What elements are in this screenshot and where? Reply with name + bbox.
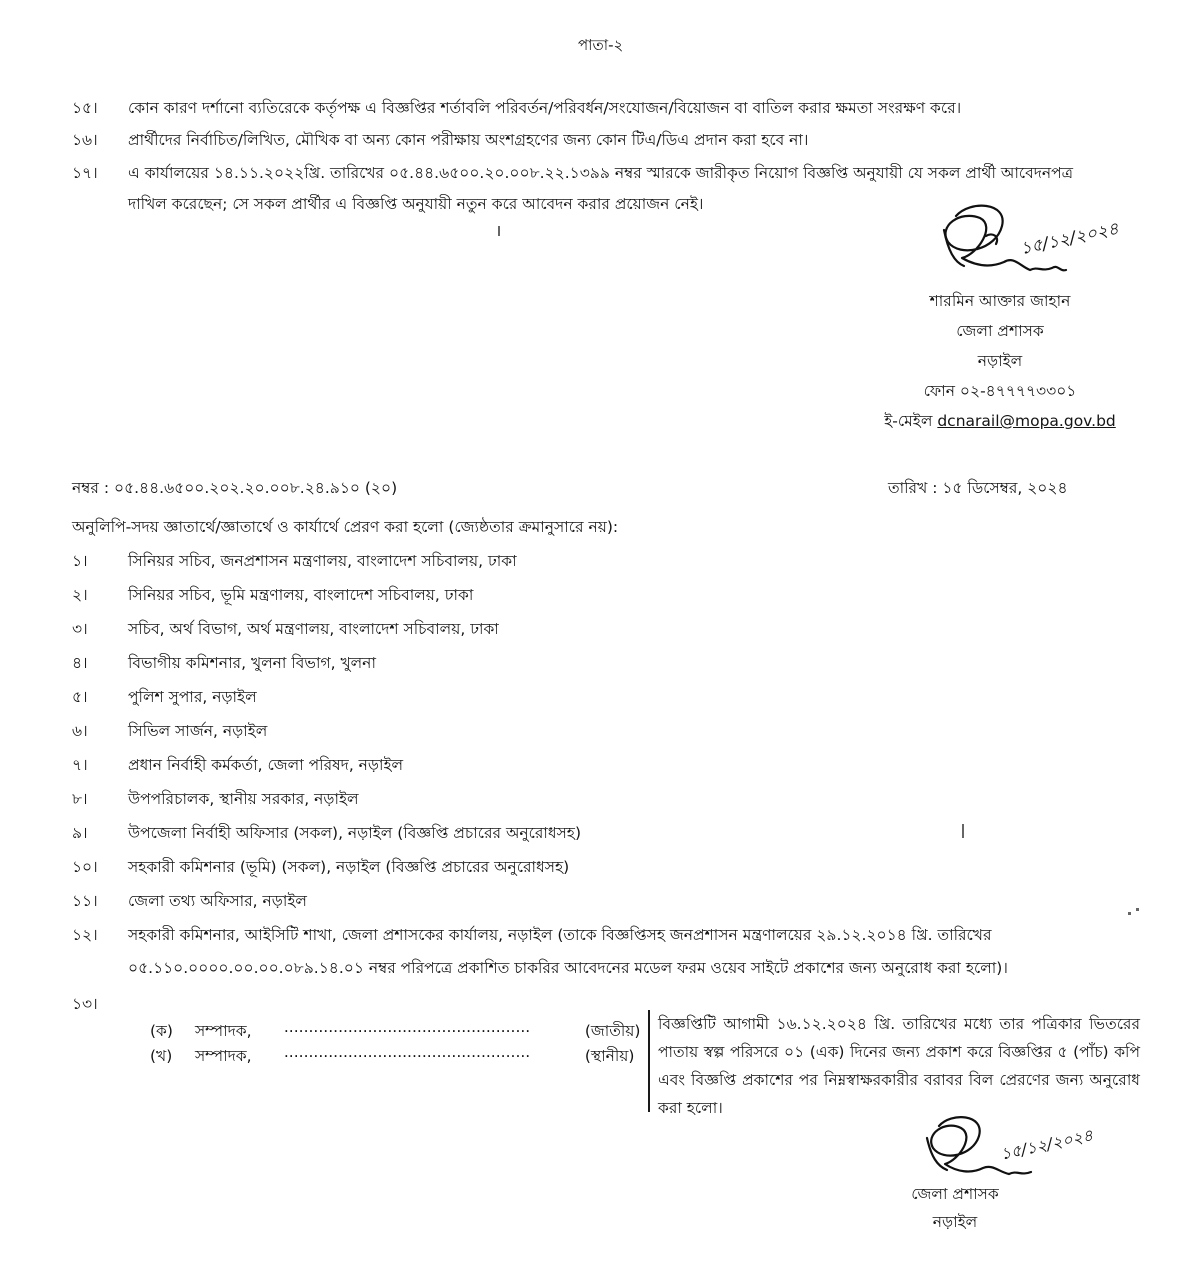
list-item-number: ১।: [72, 552, 88, 570]
list-item: সচিব, অর্থ বিভাগ, অর্থ মন্ত্রণালয়, বাংলাদেশ সচিবালয়, ঢাকা: [128, 620, 499, 638]
email-link[interactable]: dcnarail@mopa.gov.bd: [937, 412, 1116, 430]
list-item: সিনিয়র সচিব, ভূমি মন্ত্রণালয়, বাংলাদেশ সচিবালয়, ঢাকা: [128, 586, 474, 604]
signature-date: ১৫/১২/২০২৪: [1018, 218, 1121, 260]
list-item-line2: ০৫.১১০.০০০০.০০.০০.০৮৯.১৪.০১ নম্বর পরিপত্রে প্রকাশিত চাকরির আবেদনের মডেল ফরম ওয়েব সাইটে প্রকাশের জন্য অনুরোধ করা হলো)।: [128, 959, 1008, 977]
newspaper-type: (স্থানীয়): [584, 1047, 635, 1065]
signatory-email-row: [850, 406, 1150, 436]
newspaper-row-national: [150, 1018, 640, 1045]
newspaper-dots: ..................................................: [283, 1018, 531, 1036]
signatory-designation: জেলা প্রশাসক: [956, 322, 1044, 340]
list-item: পুলিশ সুপার, নড়াইল: [128, 688, 257, 706]
footer-designation: জেলা প্রশাসক: [911, 1185, 999, 1203]
list-item-number: ৮।: [72, 790, 88, 808]
list-item-number: ৬।: [72, 722, 88, 740]
list-item: উপপরিচালক, স্থানীয় সরকার, নড়াইল: [128, 790, 359, 808]
list-item-number: ৯।: [72, 824, 88, 842]
list-item-number: ৩।: [72, 620, 88, 638]
memo-number: নম্বর : ০৫.৪৪.৬৫০০.২০২.২০.০০৮.২৪.৯১০ (২০): [72, 479, 398, 497]
newspaper-label: সম্পাদক,: [194, 1022, 252, 1040]
list-item-number: ৪।: [72, 654, 88, 672]
list-item-number: ১০।: [72, 858, 98, 876]
signatory-phone: ফোন ০২-৪৭৭৭৭৩৩০১: [923, 382, 1077, 400]
newspaper-type: (জাতীয়): [584, 1022, 641, 1040]
copy-heading: অনুলিপি-সদয় জ্ঞাতার্থে/জ্ঞাতার্থে ও কার্যার্থে প্রেরণ করা হলো (জ্যেষ্ঠতার ক্রমানুসারে নয়):: [72, 518, 619, 536]
list-item-number: ১২।: [72, 926, 98, 944]
scan-speck: [962, 824, 964, 838]
condition-number: ১৫।: [72, 99, 98, 117]
list-item: বিভাগীয় কমিশনার, খুলনা বিভাগ, খুলনা: [128, 654, 376, 672]
list-item-number: ১১।: [72, 892, 98, 910]
list-item: সিনিয়র সচিব, জনপ্রশাসন মন্ত্রণালয়, বাংলাদেশ সচিবালয়, ঢাকা: [128, 552, 517, 570]
list-item: প্রধান নির্বাহী কর্মকর্তা, জেলা পরিষদ, নড়াইল: [128, 756, 404, 774]
memo-date: তারিখ : ১৫ ডিসেম্বর, ২০২৪: [888, 479, 1068, 497]
page-number: পাতা-২: [578, 36, 624, 54]
list-item: সহকারী কমিশনার (ভূমি) (সকল), নড়াইল (বিজ্ঞপ্তি প্রচারের অনুরোধসহ): [128, 858, 570, 876]
scan-speck: [498, 226, 500, 236]
scan-speck: [1136, 908, 1139, 911]
list-item-number: ৭।: [72, 756, 88, 774]
signatory-district: নড়াইল: [977, 352, 1023, 370]
newspaper-mark: (ক): [150, 1022, 173, 1040]
footer-district: নড়াইল: [932, 1213, 978, 1231]
signatory-name: শারমিন আক্তার জাহান: [929, 292, 1071, 310]
list-item-number: ৫।: [72, 688, 88, 706]
condition-number: ১৭।: [72, 164, 98, 182]
condition-number: ১৬।: [72, 131, 98, 149]
scan-speck: [1128, 912, 1131, 915]
list-item-number: ২।: [72, 586, 88, 604]
list-item: জেলা তথ্য অফিসার, নড়াইল: [128, 892, 307, 910]
footer-signature-date: ১৫/১২/২০২৪: [998, 1125, 1095, 1164]
newspaper-label: সম্পাদক,: [194, 1047, 252, 1065]
list-item-line1: সহকারী কমিশনার, আইসিটি শাখা, জেলা প্রশাসকের কার্যালয়, নড়াইল (তাকে বিজ্ঞপ্তিসহ জনপ্রশাসন মন্ত্রণালয়ের ২৯.১২.২০১৪ খ্রি. তারিখের: [128, 926, 992, 944]
list-item: সিভিল সার্জন, নড়াইল: [128, 722, 268, 740]
condition-text-line1: এ কার্যালয়ের ১৪.১১.২০২২খ্রি. তারিখের ০৫.৪৪.৬৫০০.২০.০০৮.২২.১৩৯৯ নম্বর স্মারকে জারীকৃত নিয়োগ বিজ্ঞপ্তি অনুযায়ী যে সকল প্রার্থী আবেদনপত্র: [128, 164, 1074, 182]
list-item-number: ১৩।: [72, 995, 98, 1013]
condition-text-line2: দাখিল করেছেন; সে সকল প্রার্থীর এ বিজ্ঞপ্তি অনুযায়ী নতুন করে আবেদন করার প্রয়োজন নেই।: [128, 195, 704, 213]
condition-text: কোন কারণ দর্শানো ব্যতিরেকে কর্তৃপক্ষ এ বিজ্ঞপ্তির শর্তাবলি পরিবর্তন/পরিবর্ধন/সংযোজন/বিয়োজন বা বাতিল করার ক্ষমতা সংরক্ষণ করে।: [128, 99, 962, 117]
condition-text: প্রার্থীদের নির্বাচিত/লিখিত, মৌখিক বা অন্য কোন পরীক্ষায় অংশগ্রহণের জন্য কোন টিএ/ডিএ প্রদান করা হবে না।: [128, 131, 809, 149]
newspaper-mark: (খ): [150, 1047, 173, 1065]
newspaper-note: বিজ্ঞপ্তিটি আগামী ১৬.১২.২০২৪ খ্রি. তারিখের মধ্যে তার পত্রিকার ভিতরের পাতায় স্বল্প পরিসরে ০১ (এক) দিনের জন্য প্রকাশ করে বিজ্ঞপ্তির ৫ (পাঁচ) কপি এবং বিজ্ঞপ্তি প্রকাশের পর নিম্নস্বাক্ষরকারীর বরাবর বিল প্রেরণের জন্য অনুরোধ করা হলো।: [648, 1010, 1140, 1112]
newspaper-dots: ..................................................: [283, 1043, 531, 1061]
list-item: উপজেলা নির্বাহী অফিসার (সকল), নড়াইল (বিজ্ঞপ্তি প্রচারের অনুরোধসহ): [128, 824, 582, 842]
newspaper-row-local: [150, 1043, 634, 1070]
email-label: ই-মেইল: [884, 412, 933, 430]
